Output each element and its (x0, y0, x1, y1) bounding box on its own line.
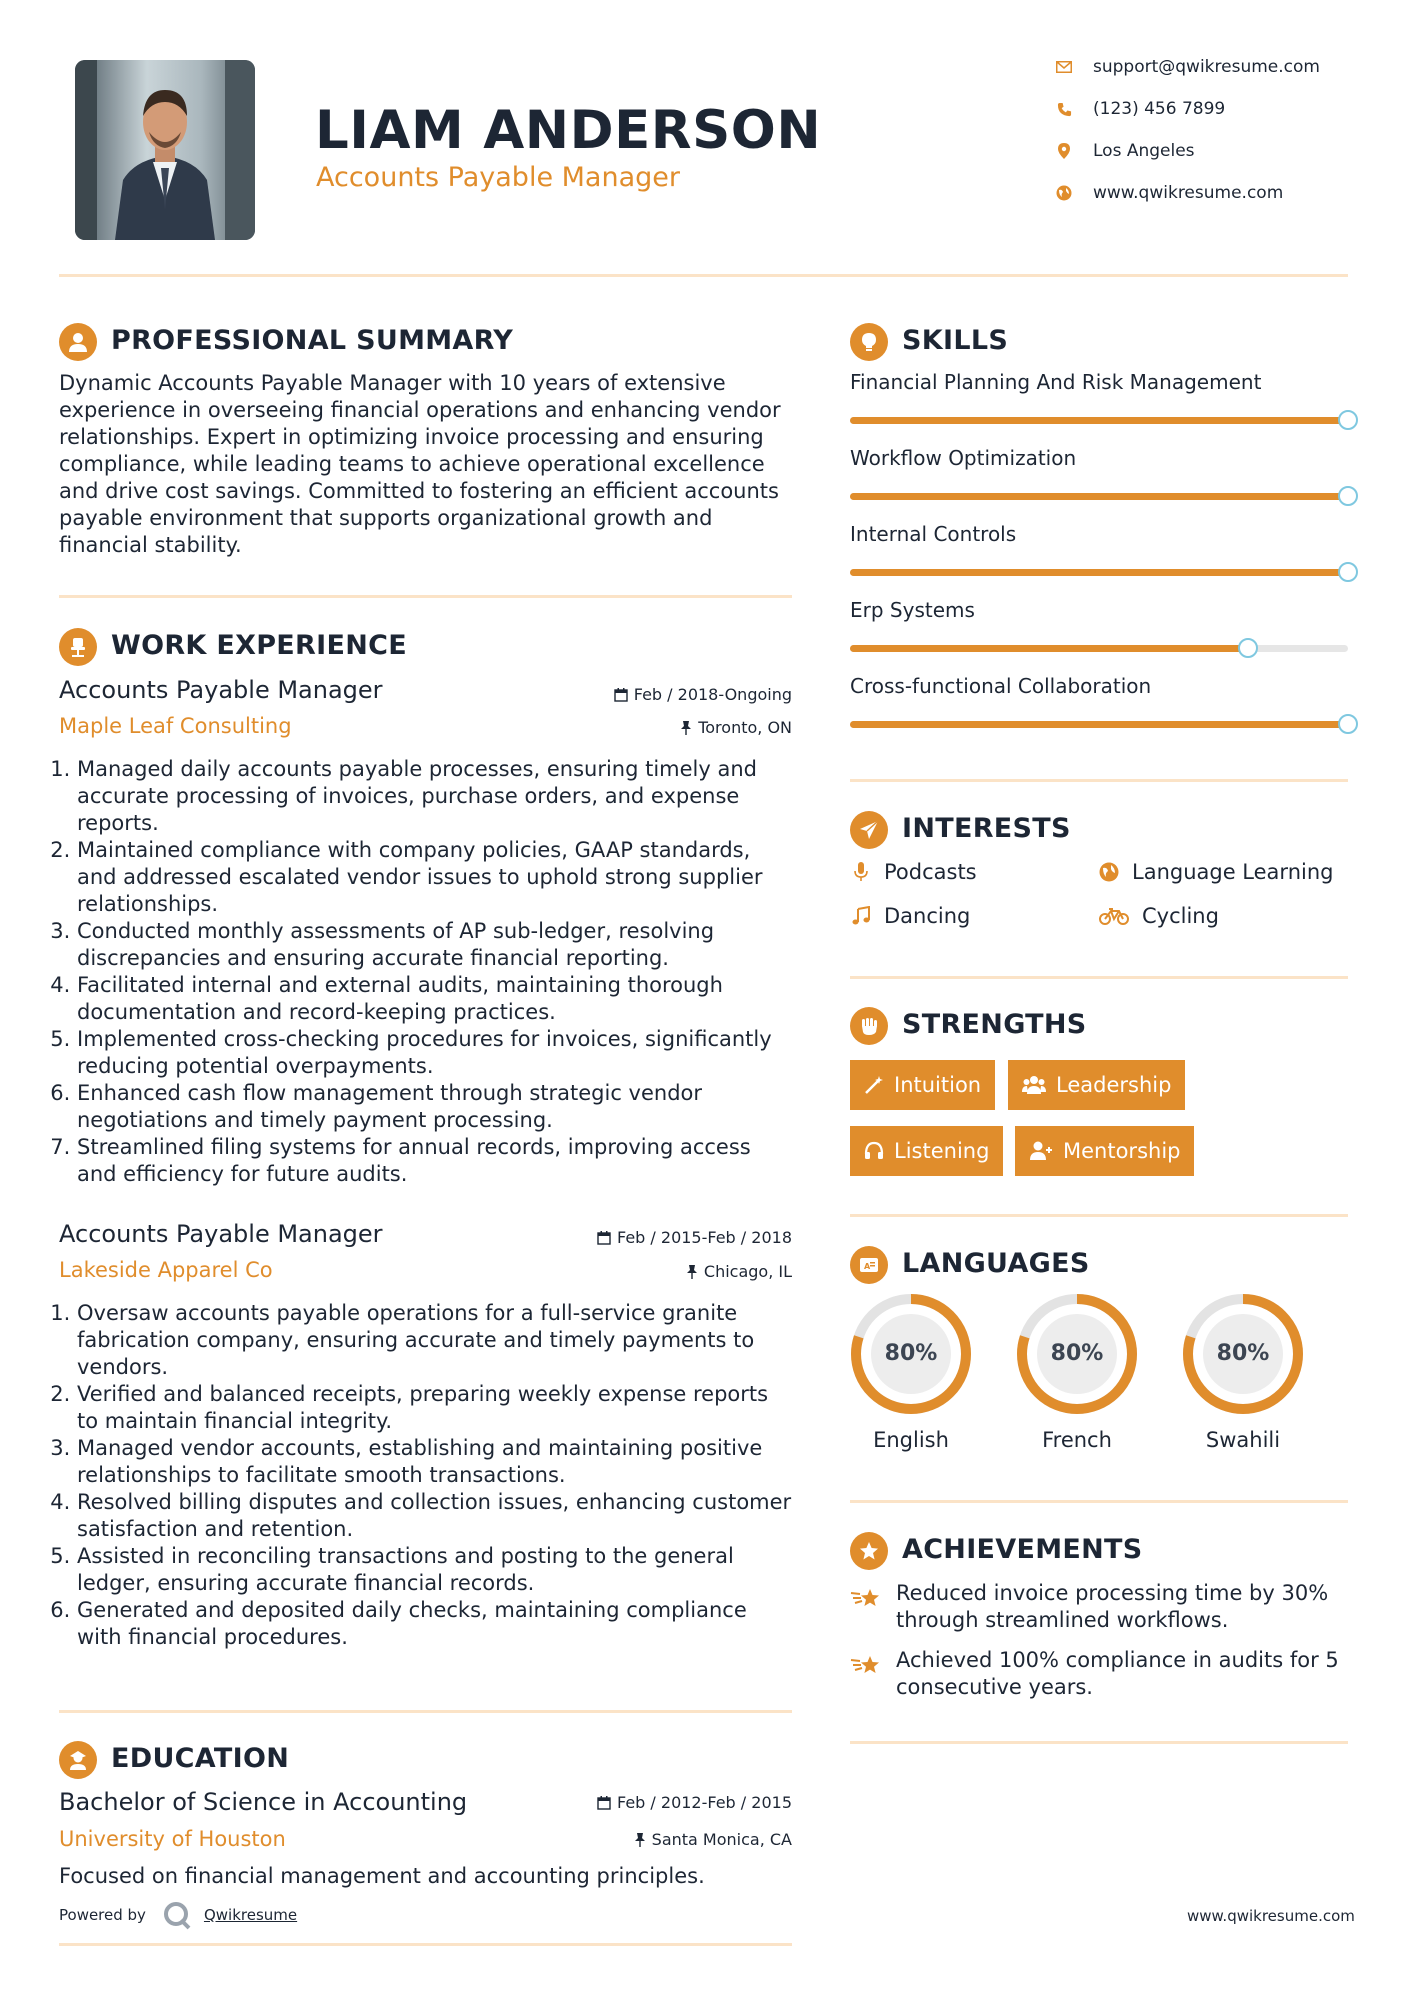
footer-divider (59, 1943, 792, 1946)
users-icon (1022, 1075, 1046, 1095)
list-item: 4. Resolved billing disputes and collection issues, enhancing customer satisfaction and retention. (77, 1489, 794, 1543)
header-divider (59, 274, 1348, 277)
list-item: 2. Verified and balanced receipts, preparing weekly expense reports to maintain financial integrity. (77, 1381, 794, 1435)
skill-label: Workflow Optimization (850, 446, 1077, 470)
achievements-divider (850, 1741, 1348, 1744)
interests-divider (850, 976, 1348, 979)
skill-label: Cross-functional Collaboration (850, 674, 1152, 698)
job-1-title: Accounts Payable Manager (59, 676, 383, 704)
skill-bar (850, 721, 1348, 728)
strength-tag-intuition (850, 1060, 995, 1110)
skill-bar-fill (850, 493, 1348, 500)
lightbulb-icon (850, 323, 888, 361)
footer-powered-by (59, 1900, 297, 1930)
interest-label: Dancing (884, 904, 971, 928)
skills-heading: SKILLS (902, 325, 1009, 356)
qwikresume-link[interactable]: Qwikresume (203, 1906, 298, 1924)
candidate-name: LIAM ANDERSON (315, 100, 822, 161)
pushpin-icon (634, 1833, 646, 1847)
shooting-star-icon (850, 1585, 884, 1615)
language-name: English (873, 1428, 949, 1452)
user-icon (59, 323, 97, 361)
skill-bar (850, 493, 1348, 500)
powered-by-text: Powered by (59, 1906, 146, 1924)
skill-bar-fill (850, 569, 1348, 576)
skill-level-knob (1238, 638, 1258, 658)
briefcase-chair-icon (59, 628, 97, 666)
headphones-icon (864, 1141, 884, 1161)
experience-heading: WORK EXPERIENCE (111, 630, 407, 661)
strength-label: Mentorship (1063, 1139, 1181, 1163)
strength-tag-leadership (1008, 1060, 1185, 1110)
job-2-title: Accounts Payable Manager (59, 1220, 383, 1248)
list-item: 3. Conducted monthly assessments of AP sub-ledger, resolving discrepancies and ensuring accurate financial reporting. (77, 918, 794, 972)
education-location (520, 1830, 792, 1849)
profile-photo (75, 60, 255, 240)
education-school: University of Houston (59, 1827, 286, 1851)
magic-wand-icon (864, 1075, 884, 1095)
achievement-item: Achieved 100% compliance in audits for 5 consecutive years. (896, 1648, 1339, 1699)
envelope-icon (1055, 58, 1073, 76)
contact-location-text: Los Angeles (1093, 141, 1195, 161)
skill-bar (850, 645, 1348, 652)
list-item: 4. Facilitated internal and external audits, maintaining thorough documentation and record-keeping practices. (77, 972, 794, 1026)
list-item: 7. Streamlined filing systems for annual records, improving access and efficiency for future audits. (77, 1134, 794, 1188)
languages-heading: LANGUAGES (902, 1248, 1090, 1279)
education-dates-text: Feb / 2012-Feb / 2015 (617, 1793, 792, 1812)
language-name: Swahili (1205, 1428, 1281, 1452)
language-percent: 80% (1050, 1341, 1104, 1366)
contact-email[interactable] (1055, 57, 1320, 77)
microphone-icon (850, 861, 872, 883)
achievements-heading: ACHIEVEMENTS (902, 1534, 1143, 1565)
job-2-company: Lakeside Apparel Co (59, 1258, 273, 1282)
skill-label: Internal Controls (850, 522, 1017, 546)
job-1-bullets (59, 756, 794, 1188)
pushpin-icon (680, 721, 692, 735)
star-badge-icon (850, 1532, 888, 1570)
job-2-bullets (59, 1300, 794, 1651)
calendar-icon (597, 1231, 611, 1245)
education-location-text: Santa Monica, CA (651, 1830, 792, 1849)
list-item: 6. Generated and deposited daily checks, maintaining compliance with financial procedures. (77, 1597, 794, 1651)
summary-text: Dynamic Accounts Payable Manager with 10 years of extensive experience in overseeing financial operations and enhancing vendor relationships. Expert in optimizing invoice processing and ensuring compliance, while leading teams to achieve operational excellence and drive cost savings. Committed to fostering an efficient accounts payable environment that supports organizational growth and financial stability. (59, 371, 781, 557)
skill-level-knob (1338, 486, 1358, 506)
contact-website[interactable] (1055, 183, 1283, 203)
skill-level-knob (1338, 714, 1358, 734)
education-heading: EDUCATION (111, 1743, 290, 1774)
calendar-icon (597, 1796, 611, 1810)
contact-website-text: www.qwikresume.com (1093, 183, 1284, 203)
summary-divider (59, 595, 792, 598)
interest-label: Podcasts (884, 860, 977, 884)
experience-divider (59, 1710, 792, 1713)
job-1-dates (520, 685, 792, 704)
list-item: 5. Implemented cross-checking procedures for invoices, significantly reducing potential overpayments. (77, 1026, 794, 1080)
user-plus-icon (1029, 1141, 1053, 1161)
job-2-dates-text: Feb / 2015-Feb / 2018 (617, 1228, 792, 1247)
interest-dancing (850, 904, 970, 928)
skill-bar (850, 417, 1348, 424)
languages-divider (850, 1500, 1348, 1503)
job-1-company: Maple Leaf Consulting (59, 714, 292, 738)
interest-label: Language Learning (1132, 860, 1334, 884)
list-item: 5. Assisted in reconciling transactions and posting to the general ledger, ensuring accurate financial records. (77, 1543, 794, 1597)
language-card-icon (850, 1246, 888, 1284)
achievement-item: Reduced invoice processing time by 30% through streamlined workflows. (896, 1581, 1329, 1632)
skill-label: Financial Planning And Risk Management (850, 370, 1262, 394)
contact-email-text: support@qwikresume.com (1093, 57, 1320, 77)
contact-phone-text: (123) 456 7899 (1093, 99, 1226, 119)
interest-podcasts (850, 860, 977, 884)
education-note: Focused on financial management and accounting principles. (59, 1864, 705, 1888)
language-percent: 80% (884, 1341, 938, 1366)
globe-icon (1055, 184, 1073, 202)
graduate-icon (59, 1741, 97, 1779)
job-2-dates (480, 1228, 792, 1247)
svg-text:A: A (864, 1262, 871, 1271)
strength-tag-listening (850, 1126, 1003, 1176)
candidate-title: Accounts Payable Manager (316, 162, 680, 193)
skills-divider (850, 779, 1348, 782)
strength-label: Listening (894, 1139, 990, 1163)
fist-icon (850, 1007, 888, 1045)
interest-cycling (1098, 904, 1219, 928)
job-1-dates-text: Feb / 2018-Ongoing (633, 685, 792, 704)
list-item: 1. Managed daily accounts payable processes, ensuring timely and accurate processing of invoices, purchase orders, and expense reports. (77, 756, 794, 837)
strength-label: Leadership (1056, 1073, 1172, 1097)
skill-bar-fill (850, 645, 1248, 652)
list-item: 1. Oversaw accounts payable operations for a full-service granite fabrication company, ensuring accurate and timely payments to vendors. (77, 1300, 794, 1381)
contact-location (1055, 141, 1195, 161)
pushpin-icon (686, 1265, 698, 1279)
interest-language-learning (1098, 860, 1333, 884)
paper-plane-icon (850, 811, 888, 849)
shooting-star-icon (850, 1652, 884, 1682)
interests-heading: INTERESTS (902, 813, 1071, 844)
list-item: 2. Maintained compliance with company policies, GAAP standards, and addressed escalated vendor issues to uphold strong supplier relationships. (77, 837, 794, 918)
list-item: 6. Enhanced cash flow management through strategic vendor negotiations and timely payment processing. (77, 1080, 794, 1134)
qwikresume-logo-icon (162, 1900, 192, 1930)
language-name: French (1042, 1428, 1112, 1452)
contact-phone[interactable] (1055, 99, 1225, 119)
map-pin-icon (1055, 142, 1073, 160)
strengths-heading: STRENGTHS (902, 1009, 1087, 1040)
job-1-location-text: Toronto, ON (698, 718, 792, 737)
language-percent: 80% (1216, 1341, 1270, 1366)
job-2-location-text: Chicago, IL (703, 1262, 792, 1281)
list-item: 3. Managed vendor accounts, establishing and maintaining positive relationships to facilitate smooth transactions. (77, 1435, 794, 1489)
footer-website[interactable]: www.qwikresume.com (1187, 1907, 1355, 1925)
globe-icon (1098, 861, 1120, 883)
interest-label: Cycling (1142, 904, 1219, 928)
skill-bar-fill (850, 721, 1348, 728)
job-2-location (520, 1262, 792, 1281)
skill-bar (850, 569, 1348, 576)
strengths-divider (850, 1214, 1348, 1217)
skill-bar-fill (850, 417, 1348, 424)
skill-level-knob (1338, 562, 1358, 582)
education-degree: Bachelor of Science in Accounting (59, 1788, 468, 1816)
phone-icon (1055, 100, 1073, 118)
skill-level-knob (1338, 410, 1358, 430)
music-note-icon (850, 905, 872, 927)
summary-heading: PROFESSIONAL SUMMARY (111, 325, 514, 356)
strength-tag-mentorship (1015, 1126, 1194, 1176)
job-1-location (520, 718, 792, 737)
skill-label: Erp Systems (850, 598, 975, 622)
education-dates (480, 1793, 792, 1812)
calendar-icon (614, 688, 628, 702)
bicycle-icon (1098, 905, 1130, 927)
strength-label: Intuition (894, 1073, 982, 1097)
